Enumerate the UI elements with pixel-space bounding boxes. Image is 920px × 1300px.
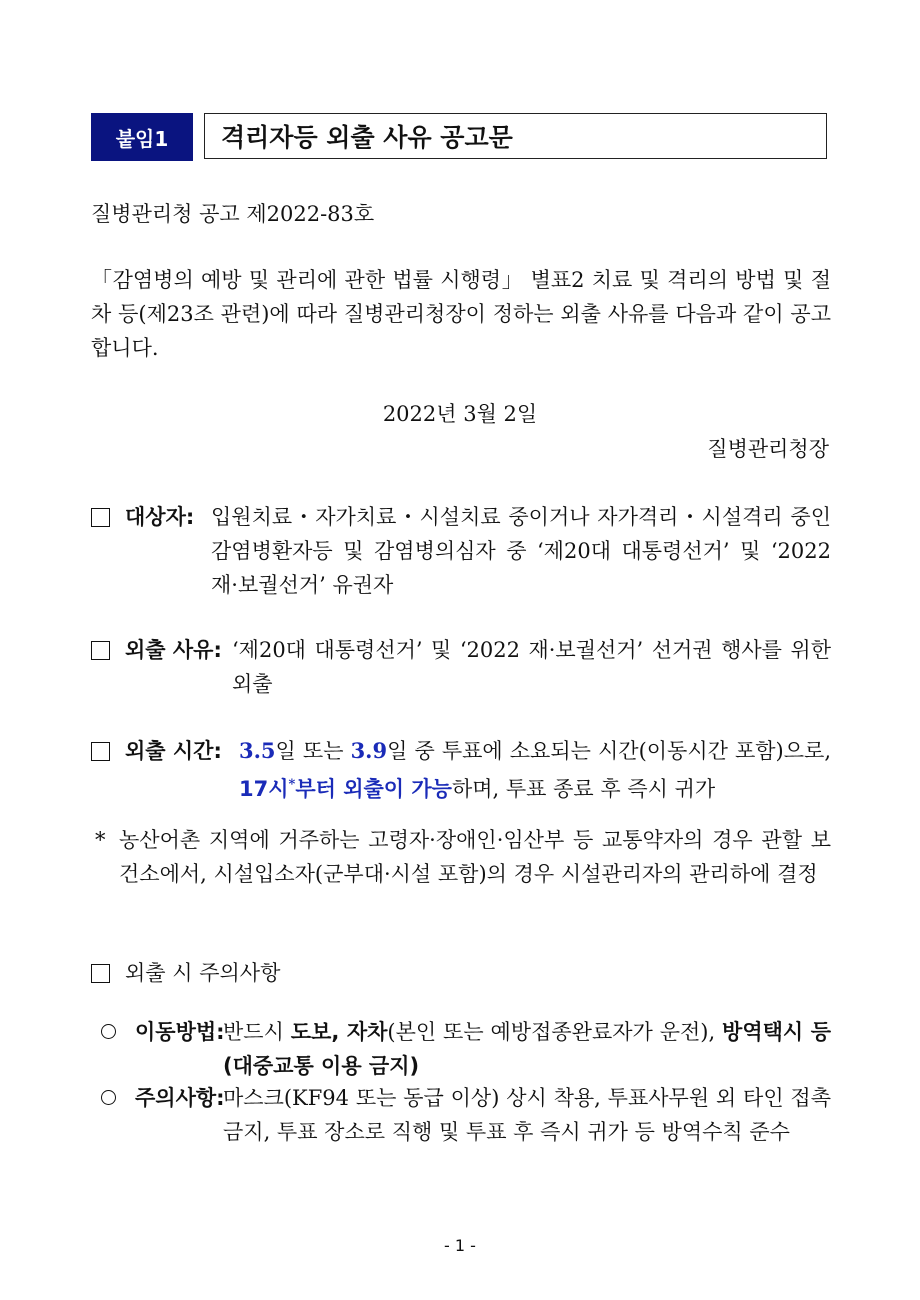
attachment-badge: 붙임1	[91, 113, 193, 161]
vote-date-2: 3.9	[350, 738, 388, 763]
issuer: 질병관리청장	[707, 437, 829, 461]
document-header	[91, 113, 829, 161]
intro-paragraph: 「감염병의 예방 및 관리에 관한 법률 시행령」 별표2 치료 및 격리의 방법 및 절차 등(제23조 관련)에 따라 질병관리청장이 정하는 외출 사유를 다음과 같이 공고합니다.	[91, 268, 831, 360]
checkbox-icon	[91, 641, 110, 660]
time-text: 3.5일 또는 3.9일 중 투표에 소요되는 시간(이동시간 포함)으로, 17시*부터 외출이 가능하며, 투표 종료 후 즉시 귀가	[239, 738, 831, 801]
circle-bullet-icon	[101, 1090, 116, 1105]
transport-text: 반드시 도보, 자차(본인 또는 예방접종완료자가 운전), 방역택시 등(대중교통 이용 금지)	[223, 1020, 831, 1078]
checkbox-icon	[91, 742, 110, 761]
reason-section	[91, 633, 831, 705]
target-text: 입원치료・자가치료・시설치료 중이거나 자가격리・시설격리 중인 감염병환자등 및 감염병의심자 중 ‘제20대 대통령선거’ 및 ‘2022 재·보궐선거’ 유권자	[211, 505, 831, 597]
cautions-heading: 외출 시 주의사항	[91, 956, 831, 990]
document-title: 격리자등 외출 사유 공고문	[204, 113, 827, 159]
notice-date: 2022년 3월 2일	[382, 402, 538, 426]
reason-label: 외출 사유:	[125, 638, 222, 662]
start-time: 17시	[239, 777, 289, 801]
transport-item	[101, 1015, 831, 1087]
target-section	[91, 500, 831, 610]
circle-bullet-icon	[101, 1024, 116, 1039]
notice-number: 질병관리청 공고 제2022-83호	[91, 202, 375, 226]
target-label: 대상자:	[125, 505, 195, 529]
precautions-text: 마스크(KF94 또는 동급 이상) 상시 착용, 투표사무원 외 타인 접촉 금지, 투표 장소로 직행 및 투표 후 즉시 귀가 등 방역수칙 준수	[223, 1086, 831, 1144]
time-label: 외출 시간:	[125, 739, 222, 763]
time-section	[91, 734, 831, 806]
transport-label: 이동방법:	[135, 1020, 225, 1044]
outing-allowed: 부터 외출이 가능	[295, 777, 452, 801]
page-number: - 1 -	[444, 1236, 476, 1255]
checkbox-icon	[91, 508, 110, 527]
vote-date-1: 3.5	[239, 738, 276, 763]
precautions-label: 주의사항:	[135, 1086, 225, 1110]
footnote-text: 농산어촌 지역에 거주하는 고령자·장애인·임산부 등 교통약자의 경우 관할 보건소에서, 시설입소자(군부대·시설 포함)의 경우 시설관리자의 관리하에 결정	[119, 828, 831, 886]
reason-text: ‘제20대 대통령선거’ 및 ‘2022 재·보궐선거’ 선거권 행사를 위한 외출	[232, 638, 831, 696]
checkbox-icon	[91, 964, 110, 983]
precautions-item	[101, 1081, 831, 1191]
footnote: * 농산어촌 지역에 거주하는 고령자·장애인·임산부 등 교통약자의 경우 관할 보건소에서, 시설입소자(군부대·시설 포함)의 경우 시설관리자의 관리하에 결정	[95, 823, 831, 933]
